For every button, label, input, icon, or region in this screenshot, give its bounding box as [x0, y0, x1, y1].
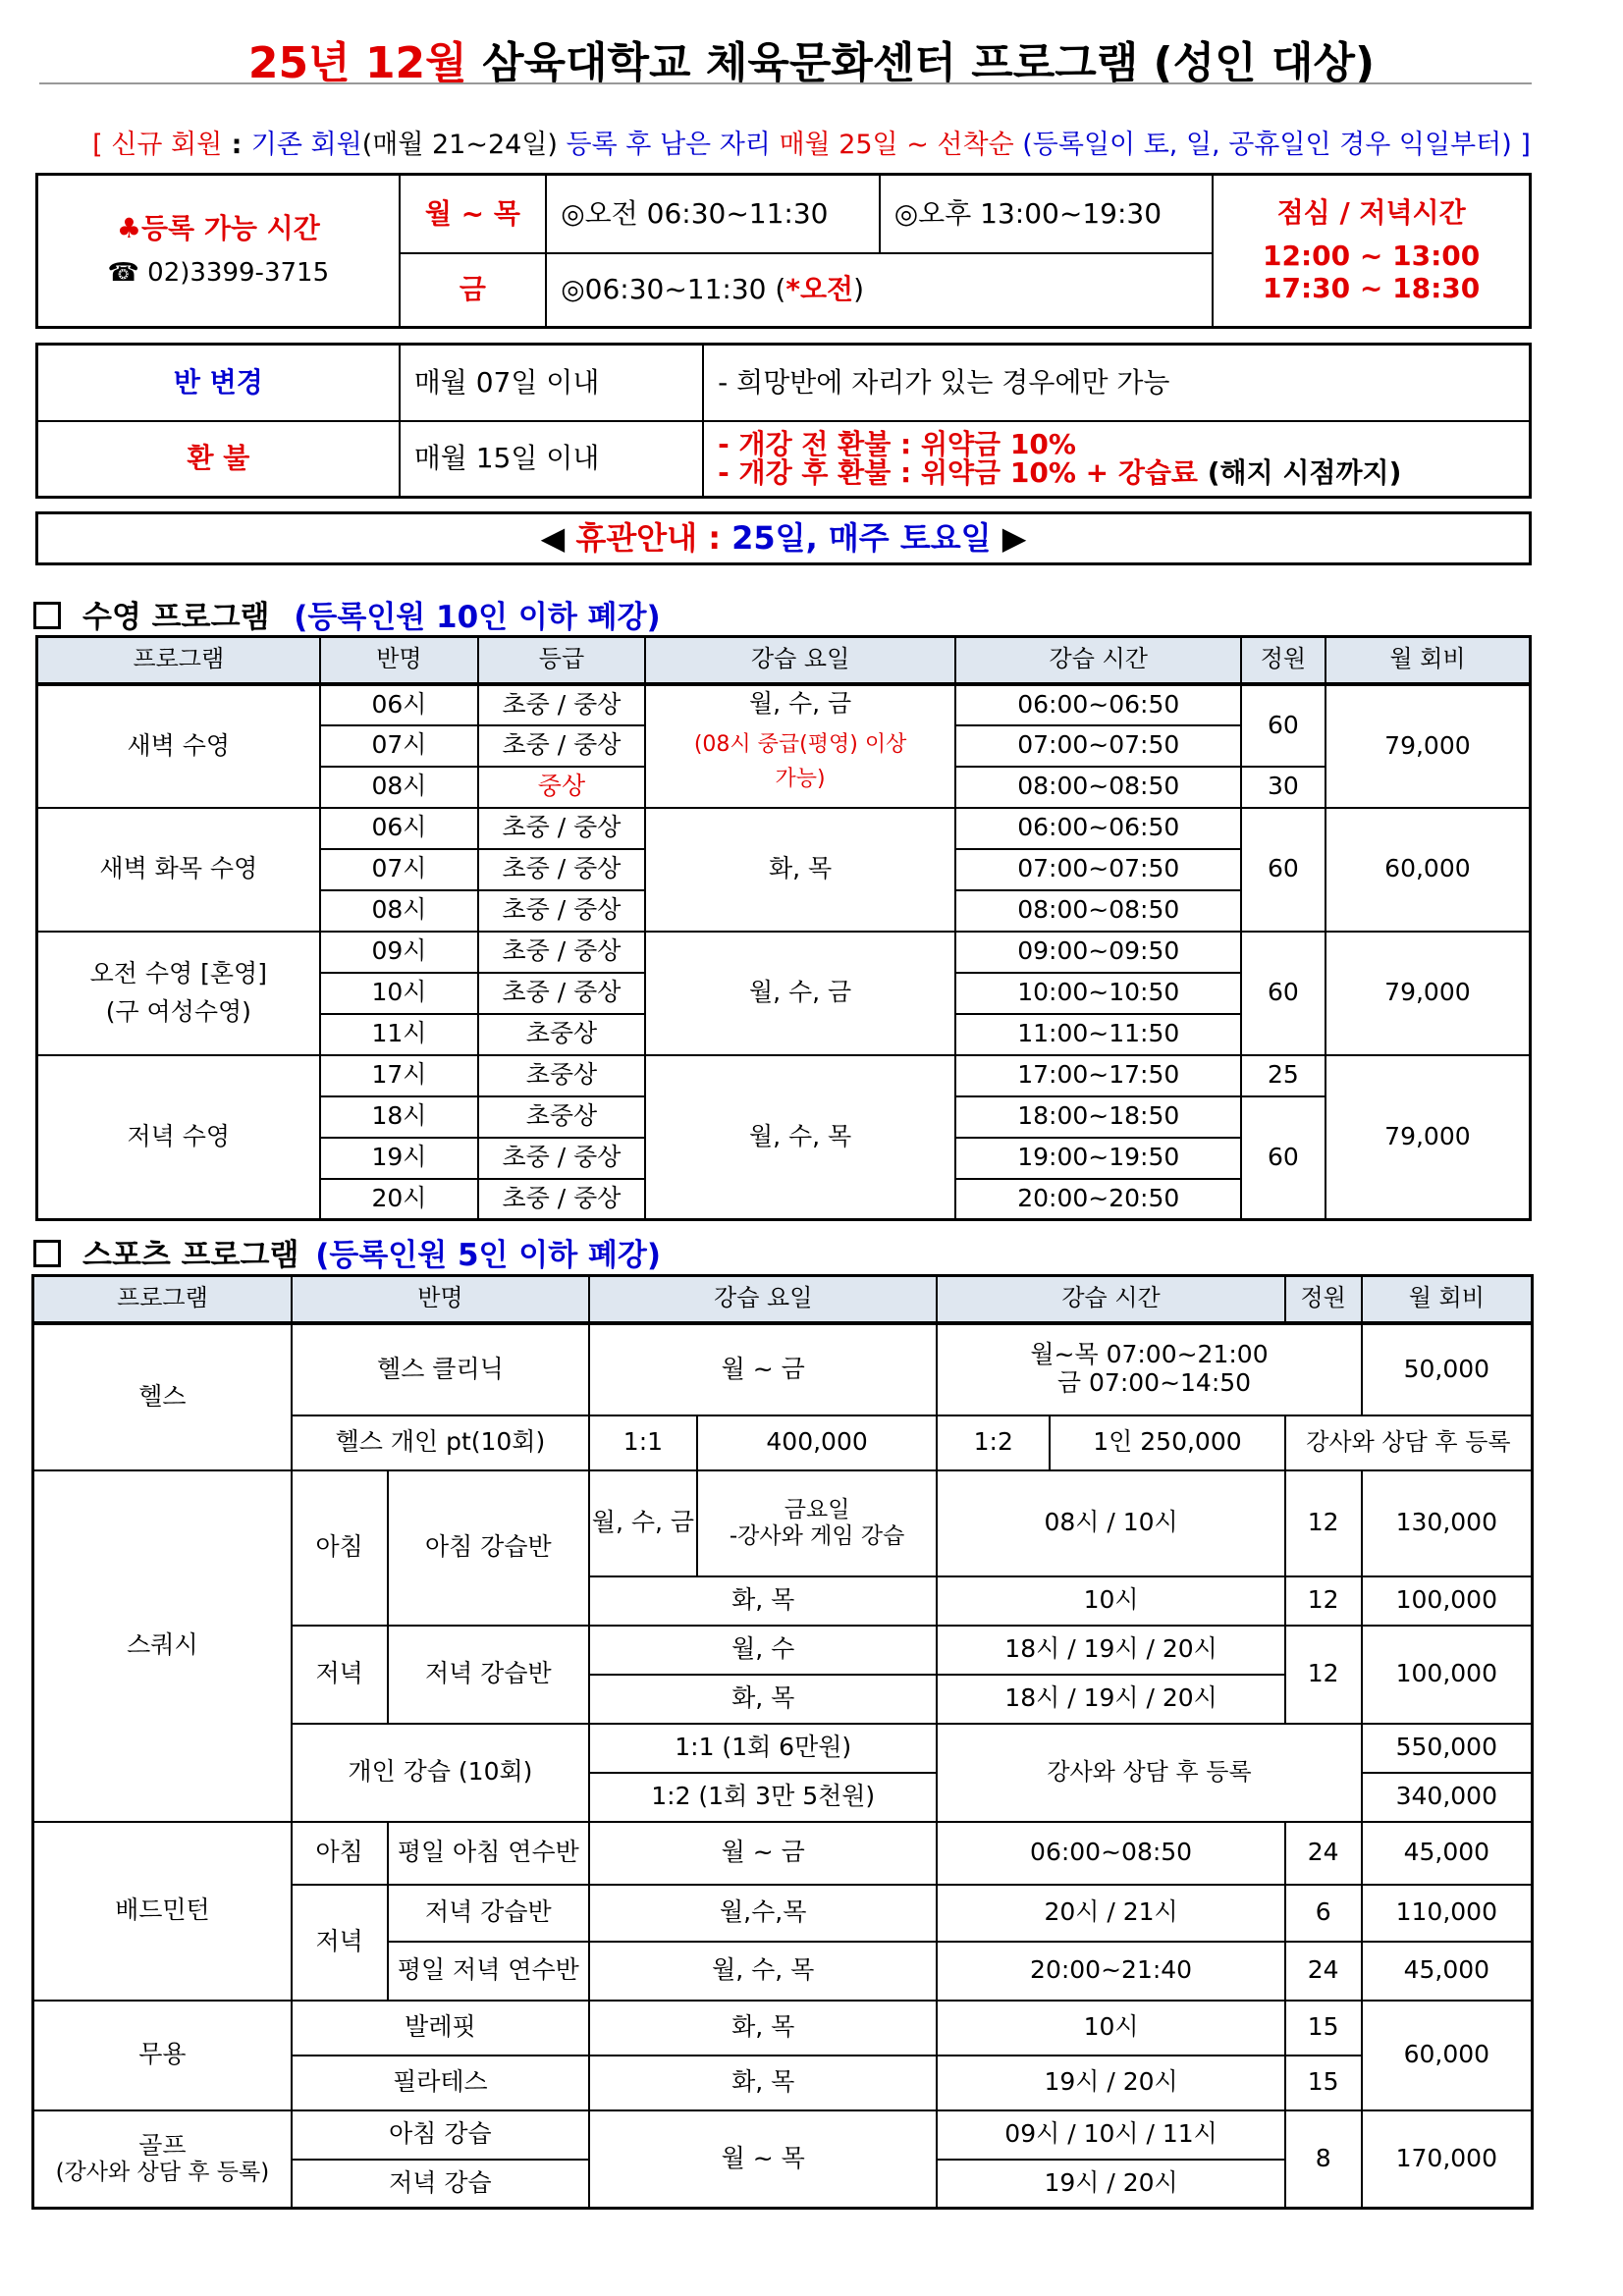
monthly-fee: 50,000	[1362, 1323, 1533, 1415]
time: 20:00~20:50	[955, 1179, 1241, 1220]
capacity: 24	[1285, 1822, 1362, 1885]
class-name: 평일 아침 연수반	[388, 1822, 589, 1885]
capacity: 25	[1241, 1055, 1325, 1096]
time: 19:00~19:50	[955, 1138, 1241, 1179]
grade: 초중 / 중상	[478, 1138, 645, 1179]
time: 19시 / 20시	[937, 2056, 1284, 2110]
time-of-day: 저녁	[292, 1626, 388, 1724]
days: 월, 수, 금 (08시 중급(평영) 이상 가능)	[645, 684, 956, 808]
pt-fee: 400,000	[697, 1415, 938, 1470]
class-name: 07시	[320, 725, 479, 767]
time-of-day: 저녁	[292, 1885, 388, 2001]
program-name: 스쿼시	[33, 1470, 292, 1822]
col-days: 강습 요일	[645, 637, 956, 684]
left-arrow-icon: ◀	[540, 519, 566, 557]
class-name: 헬스 클리닉	[292, 1323, 589, 1415]
time: 09:00~09:50	[955, 932, 1241, 973]
club-icon: ♣	[116, 212, 141, 245]
grade: 초중 / 중상	[478, 725, 645, 767]
class-name: 06시	[320, 684, 479, 725]
grade: 초중 / 중상	[478, 684, 645, 725]
class-name: 17시	[320, 1055, 479, 1096]
friday-hours: ◎06:30~11:30 (*오전)	[546, 253, 1213, 328]
days: 월 ~ 목	[589, 2110, 937, 2209]
closure-notice: ◀ 휴관안내 : 25일, 매주 토요일 ▶	[35, 511, 1532, 565]
grade: 초중상	[478, 1014, 645, 1055]
time: 06:00~08:50	[937, 1822, 1284, 1885]
pt-type: 1:1	[589, 1415, 697, 1470]
private-type: 1:2 (1회 3만 5천원)	[589, 1773, 937, 1822]
grade: 초중 / 중상	[478, 1179, 645, 1220]
class-name: 19시	[320, 1138, 479, 1179]
refund-deadline: 매월 15일 이내	[400, 421, 703, 498]
days: 월 ~ 금	[589, 1822, 937, 1885]
class-name: 헬스 개인 pt(10회)	[292, 1415, 589, 1470]
days-note: 금요일 -강사와 게임 강습	[697, 1470, 938, 1576]
monthly-fee: 79,000	[1325, 932, 1531, 1055]
capacity: 12	[1285, 1576, 1362, 1626]
time: 06:00~06:50	[955, 808, 1241, 849]
class-name: 필라테스	[292, 2056, 589, 2110]
title-divider	[39, 82, 1532, 84]
time: 07:00~07:50	[955, 849, 1241, 890]
col-time: 강습 시간	[955, 637, 1241, 684]
class-name: 평일 저녁 연수반	[388, 1942, 589, 2001]
capacity: 12	[1285, 1626, 1362, 1724]
days: 월, 수, 목	[645, 1055, 956, 1220]
break-times: 점심 / 저녁시간 12:00 ~ 13:00 17:30 ~ 18:30	[1213, 175, 1530, 328]
grade: 초중 / 중상	[478, 849, 645, 890]
col-class: 반명	[292, 1276, 589, 1323]
capacity: 8	[1285, 2110, 1362, 2209]
weekday-am-hours: ◎오전 06:30~11:30	[546, 175, 880, 253]
time: 10시	[937, 1576, 1284, 1626]
col-program: 프로그램	[37, 637, 320, 684]
class-name: 아침 강습	[292, 2110, 589, 2160]
monthly-fee: 45,000	[1362, 1942, 1533, 2001]
monthly-fee: 79,000	[1325, 684, 1531, 808]
refund-label: 환 불	[37, 421, 400, 498]
grade: 초중상	[478, 1096, 645, 1138]
registration-label-cell	[37, 175, 400, 328]
time: 18시 / 19시 / 20시	[937, 1626, 1284, 1675]
pt-type: 1:2	[937, 1415, 1050, 1470]
policy-table	[35, 343, 1532, 499]
class-name: 아침 강습반	[388, 1470, 589, 1626]
col-capacity: 정원	[1241, 637, 1325, 684]
registration-notice: [ 신규 회원 : 기존 회원(매월 21~24일) 등록 후 남은 자리 매월 25일 ~ 선착순 (등록일이 토, 일, 공휴일인 경우 익일부터) ]	[92, 130, 1531, 160]
phone-number: ☎ 02)3399-3715	[107, 257, 330, 288]
swim-table	[35, 635, 1532, 1221]
monthly-fee: 100,000	[1362, 1576, 1533, 1626]
col-fee: 월 회비	[1325, 637, 1531, 684]
time-of-day: 아침	[292, 1822, 388, 1885]
class-name: 08시	[320, 890, 479, 932]
capacity: 60	[1241, 932, 1325, 1055]
time: 08:00~08:50	[955, 767, 1241, 808]
class-name: 20시	[320, 1179, 479, 1220]
capacity: 12	[1285, 1470, 1362, 1576]
class-name: 11시	[320, 1014, 479, 1055]
weekday-label: 월 ~ 목	[400, 175, 547, 253]
monthly-fee: 550,000	[1362, 1724, 1533, 1773]
time: 19시 / 20시	[937, 2160, 1284, 2209]
swim-section-title: 수영 프로그램 (등록인원 10인 이하 폐강)	[33, 592, 661, 636]
days: 월 ~ 금	[589, 1323, 937, 1415]
grade: 중상	[478, 767, 645, 808]
sports-section-title: 스포츠 프로그램 (등록인원 5인 이하 폐강)	[33, 1230, 661, 1274]
class-name: 저녁 강습	[292, 2160, 589, 2209]
capacity: 30	[1241, 767, 1325, 808]
days: 화, 목	[589, 2001, 937, 2056]
monthly-fee: 130,000	[1362, 1470, 1533, 1576]
time: 06:00~06:50	[955, 684, 1241, 725]
col-program: 프로그램	[33, 1276, 292, 1323]
refund-policy: - 개강 전 환불 : 위약금 10% - 개강 후 환불 : 위약금 10% + 강습료 (해지 시점까지)	[703, 421, 1530, 498]
col-grade: 등급	[478, 637, 645, 684]
col-days: 강습 요일	[589, 1276, 937, 1323]
weekday-pm-hours: ◎오후 13:00~19:30	[880, 175, 1214, 253]
private-type: 1:1 (1회 6만원)	[589, 1724, 937, 1773]
program-name: 새벽 수영	[37, 684, 320, 808]
time: 20시 / 21시	[937, 1885, 1284, 1942]
col-capacity: 정원	[1285, 1276, 1362, 1323]
time: 11:00~11:50	[955, 1014, 1241, 1055]
class-change-note: - 희망반에 자리가 있는 경우에만 가능	[703, 345, 1530, 421]
capacity: 60	[1241, 808, 1325, 932]
days: 월,수,목	[589, 1885, 937, 1942]
class-change-deadline: 매월 07일 이내	[400, 345, 703, 421]
registration-hours-table	[35, 173, 1532, 329]
class-name: 저녁 강습반	[388, 1885, 589, 1942]
program-name: 오전 수영 [혼영] (구 여성수영)	[37, 932, 320, 1055]
grade: 초중상	[478, 1055, 645, 1096]
right-arrow-icon: ▶	[1001, 519, 1027, 557]
capacity: 60	[1241, 684, 1325, 767]
class-name: 저녁 강습반	[388, 1626, 589, 1724]
time: 08시 / 10시	[937, 1470, 1284, 1576]
grade: 초중 / 중상	[478, 932, 645, 973]
class-name: 발레핏	[292, 2001, 589, 2056]
col-time: 강습 시간	[937, 1276, 1284, 1323]
time: 18:00~18:50	[955, 1096, 1241, 1138]
class-name: 07시	[320, 849, 479, 890]
program-name: 무용	[33, 2001, 292, 2110]
grade: 초중 / 중상	[478, 973, 645, 1014]
time: 09시 / 10시 / 11시	[937, 2110, 1284, 2160]
time: 07:00~07:50	[955, 725, 1241, 767]
time: 17:00~17:50	[955, 1055, 1241, 1096]
capacity: 15	[1285, 2056, 1362, 2110]
time: 10시	[937, 2001, 1284, 2056]
time: 20:00~21:40	[937, 1942, 1284, 2001]
class-name: 06시	[320, 808, 479, 849]
page-title: 25년 12월 삼육대학교 체육문화센터 프로그램 (성인 대상)	[247, 38, 1376, 88]
pt-fee: 1인 250,000	[1050, 1415, 1285, 1470]
private-note: 강사와 상담 후 등록	[937, 1724, 1361, 1822]
days: 월, 수, 금	[645, 932, 956, 1055]
program-name: 헬스	[33, 1323, 292, 1470]
monthly-fee: 60,000	[1362, 2001, 1533, 2110]
sports-table	[31, 1274, 1534, 2210]
class-name: 10시	[320, 973, 479, 1014]
time-of-day: 아침	[292, 1470, 388, 1626]
time: 08:00~08:50	[955, 890, 1241, 932]
program-name: 골프 (강사와 상담 후 등록)	[33, 2110, 292, 2209]
monthly-fee: 60,000	[1325, 808, 1531, 932]
class-name: 09시	[320, 932, 479, 973]
days: 화, 목	[589, 2056, 937, 2110]
grade: 초중 / 중상	[478, 890, 645, 932]
class-name: 18시	[320, 1096, 479, 1138]
days: 월, 수, 금	[589, 1470, 697, 1576]
class-change-label: 반 변경	[37, 345, 400, 421]
monthly-fee: 340,000	[1362, 1773, 1533, 1822]
grade: 초중 / 중상	[478, 808, 645, 849]
pt-note: 강사와 상담 후 등록	[1285, 1415, 1533, 1470]
program-name: 새벽 화목 수영	[37, 808, 320, 932]
class-name: 개인 강습 (10회)	[292, 1724, 589, 1822]
col-class: 반명	[320, 637, 479, 684]
capacity: 15	[1285, 2001, 1362, 2056]
col-fee: 월 회비	[1362, 1276, 1533, 1323]
days: 화, 목	[589, 1675, 937, 1724]
days: 화, 목	[645, 808, 956, 932]
capacity: 6	[1285, 1885, 1362, 1942]
friday-label: 금	[400, 253, 547, 328]
time: 월~목 07:00~21:00 금 07:00~14:50	[937, 1323, 1361, 1415]
program-name: 저녁 수영	[37, 1055, 320, 1220]
class-name: 08시	[320, 767, 479, 808]
monthly-fee: 110,000	[1362, 1885, 1533, 1942]
days: 화, 목	[589, 1576, 937, 1626]
monthly-fee: 100,000	[1362, 1626, 1533, 1724]
monthly-fee: 45,000	[1362, 1822, 1533, 1885]
registration-label: 등록 가능 시간	[140, 212, 320, 245]
days: 월, 수	[589, 1626, 937, 1675]
days: 월, 수, 목	[589, 1942, 937, 2001]
capacity: 24	[1285, 1942, 1362, 2001]
time: 18시 / 19시 / 20시	[937, 1675, 1284, 1724]
checkbox-icon	[33, 1240, 61, 1267]
time: 10:00~10:50	[955, 973, 1241, 1014]
capacity: 60	[1241, 1096, 1325, 1220]
monthly-fee: 79,000	[1325, 1055, 1531, 1220]
program-name: 배드민턴	[33, 1822, 292, 2001]
monthly-fee: 170,000	[1362, 2110, 1533, 2209]
checkbox-icon	[33, 602, 61, 629]
